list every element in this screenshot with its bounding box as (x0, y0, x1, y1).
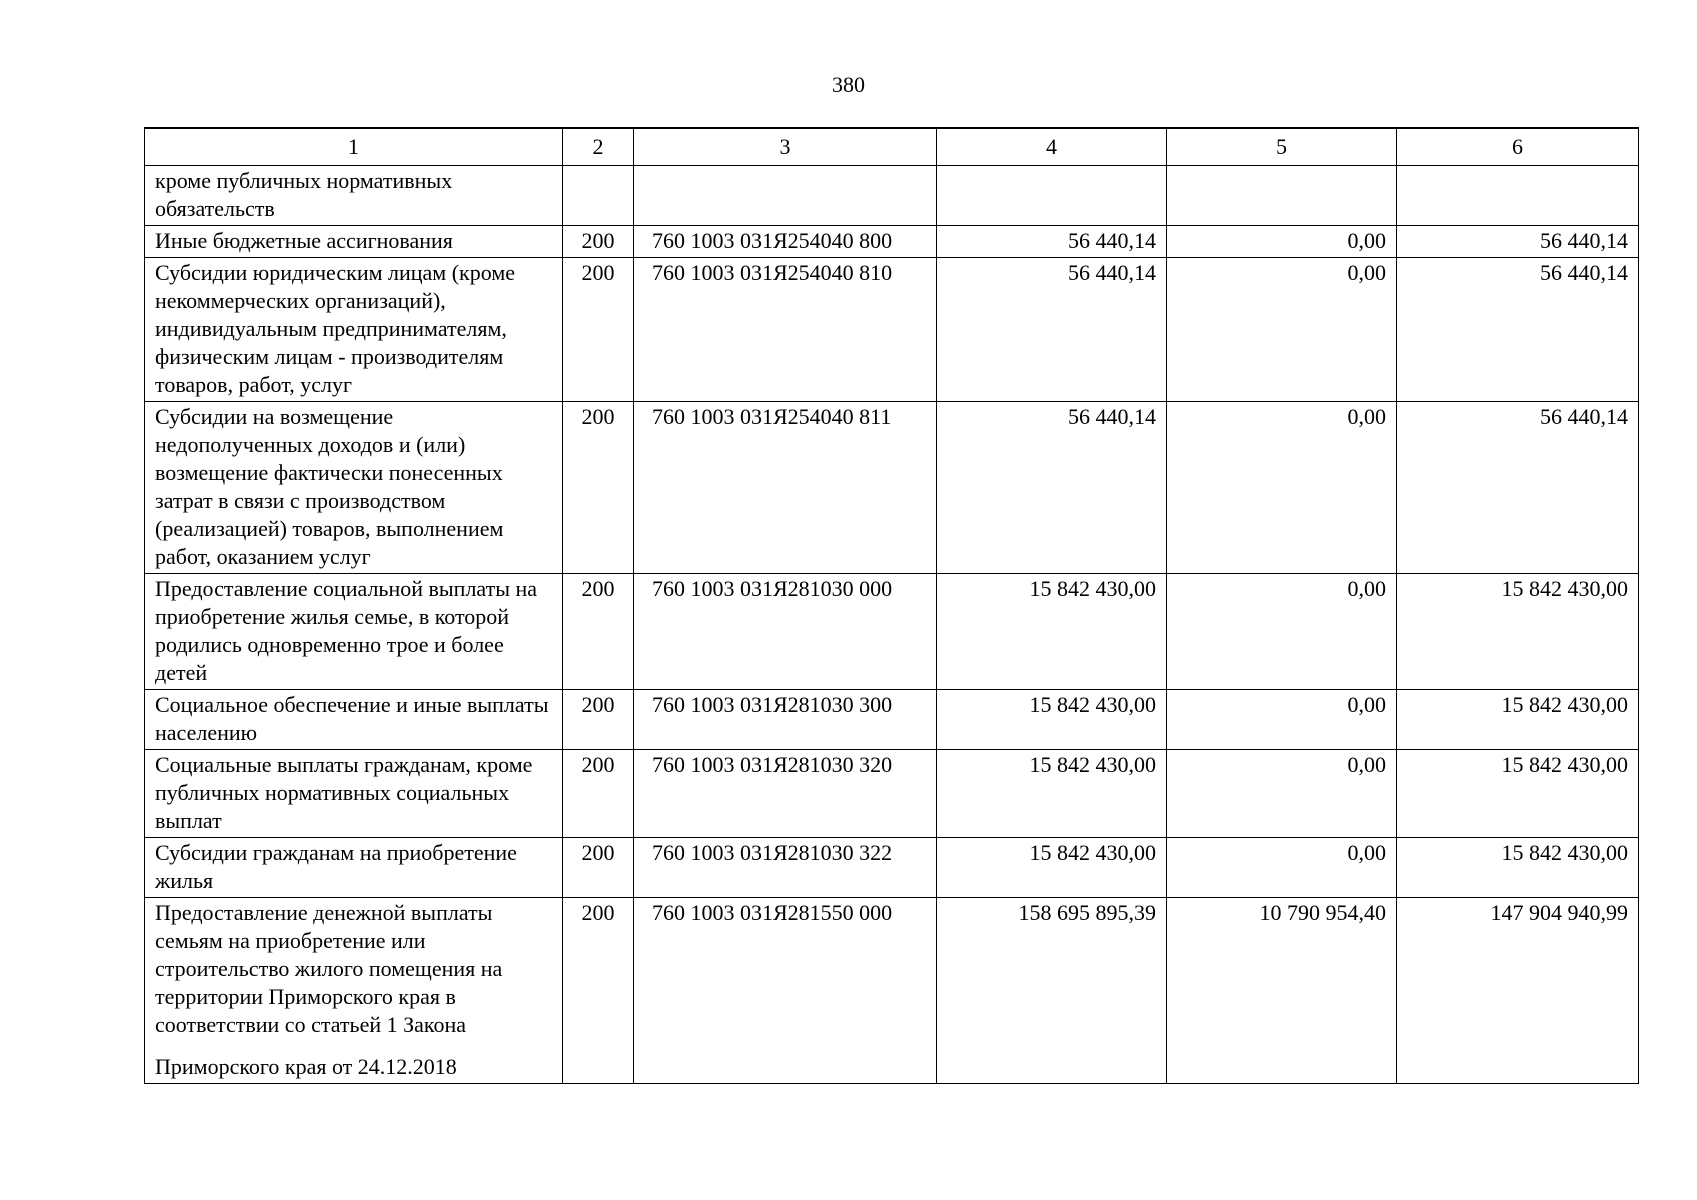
row-kbk: 760 1003 031Я281030 320 (634, 750, 937, 838)
table-row (145, 226, 1639, 258)
row-value-6: 147 904 940,99 (1397, 898, 1639, 1084)
row-name (145, 898, 563, 1084)
row-name-text: Предоставление денежной выплаты семьям на приобретение или строительство жилого помещения на территории Приморского края в соответствии со статьей 1 Закона (155, 900, 503, 1037)
row-value-6: 15 842 430,00 (1397, 838, 1639, 898)
row-kbk: 760 1003 031Я281550 000 (634, 898, 937, 1084)
row-kbk: 760 1003 031Я254040 800 (634, 226, 937, 258)
row-value-4: 158 695 895,39 (937, 898, 1167, 1084)
row-value-5: 0,00 (1167, 574, 1397, 690)
row-name: Социальное обеспечение и иные выплаты населению (145, 690, 563, 750)
page-number: 380 (832, 72, 865, 97)
row-value-4: 15 842 430,00 (937, 574, 1167, 690)
row-value-5: 10 790 954,40 (1167, 898, 1397, 1084)
table-row (145, 166, 1639, 226)
row-code: 200 (563, 574, 634, 690)
row-value-5: 0,00 (1167, 838, 1397, 898)
row-value-5: 0,00 (1167, 690, 1397, 750)
row-value-5: 0,00 (1167, 258, 1397, 402)
row-kbk: 760 1003 031Я281030 000 (634, 574, 937, 690)
row-kbk: 760 1003 031Я254040 811 (634, 402, 937, 574)
budget-table (144, 127, 1639, 1084)
column-header: 4 (937, 128, 1167, 166)
row-code (563, 166, 634, 226)
row-value-6: 15 842 430,00 (1397, 574, 1639, 690)
row-name: Субсидии гражданам на приобретение жилья (145, 838, 563, 898)
row-value-6: 56 440,14 (1397, 258, 1639, 402)
row-value-6 (1397, 166, 1639, 226)
row-code: 200 (563, 226, 634, 258)
table-row (145, 258, 1639, 402)
row-value-4: 15 842 430,00 (937, 838, 1167, 898)
row-value-4: 56 440,14 (937, 402, 1167, 574)
row-kbk: 760 1003 031Я281030 322 (634, 838, 937, 898)
column-header: 3 (634, 128, 937, 166)
row-name: Субсидии на возмещение недополученных доходов и (или) возмещение фактически понесенных затрат в связи с производством (реализацией) товаров, выполнением работ, оказанием услуг (145, 402, 563, 574)
row-value-4: 15 842 430,00 (937, 750, 1167, 838)
row-name: кроме публичных нормативных обязательств (145, 166, 563, 226)
table-header-row (145, 128, 1639, 166)
row-code: 200 (563, 402, 634, 574)
column-header: 2 (563, 128, 634, 166)
table-row (145, 574, 1639, 690)
row-code: 200 (563, 690, 634, 750)
row-kbk (634, 166, 937, 226)
row-value-4 (937, 166, 1167, 226)
row-kbk: 760 1003 031Я254040 810 (634, 258, 937, 402)
table-row (145, 690, 1639, 750)
row-value-6: 15 842 430,00 (1397, 750, 1639, 838)
row-value-5: 0,00 (1167, 402, 1397, 574)
row-value-4: 15 842 430,00 (937, 690, 1167, 750)
row-value-5: 0,00 (1167, 226, 1397, 258)
row-value-6: 56 440,14 (1397, 402, 1639, 574)
table-row (145, 402, 1639, 574)
row-value-4: 56 440,14 (937, 226, 1167, 258)
column-header: 5 (1167, 128, 1397, 166)
row-name: Субсидии юридическим лицам (кроме некоммерческих организаций), индивидуальным предпринимателям, физическим лицам - производителям товаров, работ, услуг (145, 258, 563, 402)
row-code: 200 (563, 258, 634, 402)
table-row (145, 750, 1639, 838)
row-code: 200 (563, 838, 634, 898)
row-name-continuation: Приморского края от 24.12.2018 (155, 1054, 457, 1079)
row-value-6: 56 440,14 (1397, 226, 1639, 258)
column-header: 1 (145, 128, 563, 166)
table-row (145, 838, 1639, 898)
table-row (145, 898, 1639, 1084)
row-name: Социальные выплаты гражданам, кроме публичных нормативных социальных выплат (145, 750, 563, 838)
row-value-4: 56 440,14 (937, 258, 1167, 402)
row-value-5: 0,00 (1167, 750, 1397, 838)
row-name: Иные бюджетные ассигнования (145, 226, 563, 258)
row-value-5 (1167, 166, 1397, 226)
row-value-6: 15 842 430,00 (1397, 690, 1639, 750)
row-kbk: 760 1003 031Я281030 300 (634, 690, 937, 750)
row-name: Предоставление социальной выплаты на приобретение жилья семье, в которой родились одновременно трое и более детей (145, 574, 563, 690)
row-code: 200 (563, 750, 634, 838)
row-code: 200 (563, 898, 634, 1084)
column-header: 6 (1397, 128, 1639, 166)
